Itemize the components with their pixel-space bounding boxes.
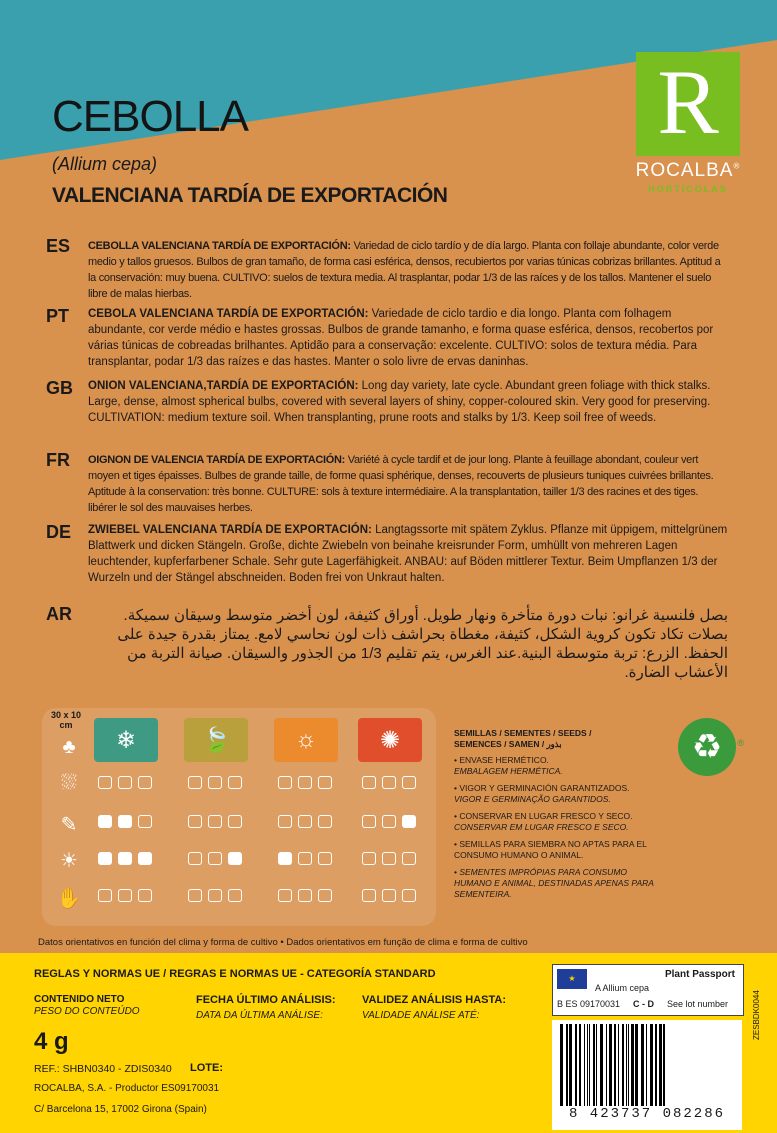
seeding-bed-row-month-9 bbox=[318, 776, 332, 789]
barcode-bars bbox=[558, 1024, 736, 1106]
green-dot-icon: ♻ ® bbox=[678, 718, 736, 776]
transplant-row-month-2 bbox=[118, 815, 132, 828]
harvest-row-month-12 bbox=[402, 889, 416, 902]
lang-ar: AR bbox=[46, 604, 72, 624]
barcode-bar bbox=[626, 1024, 627, 1106]
net-label: CONTENIDO NETO bbox=[34, 994, 125, 1005]
lote-label: LOTE: bbox=[190, 1062, 223, 1074]
bullet-5: • SEMENTES IMPRÓPIAS PARA CONSUMO HUMANO E ANIMAL, DESTINADAS APENAS PARA SEMENTEIRA. bbox=[454, 867, 654, 899]
direct-sowing-row-month-2 bbox=[118, 852, 132, 865]
harvest-row-month-11 bbox=[382, 889, 396, 902]
lang-pt: PT bbox=[46, 306, 70, 326]
transplant-row-month-6 bbox=[228, 815, 242, 828]
eu-flag-icon: ★ bbox=[557, 969, 587, 989]
barcode-bar bbox=[600, 1024, 603, 1106]
transplant-row-month-1 bbox=[98, 815, 112, 828]
last-analysis-label: FECHA ÚLTIMO ANÁLISIS: bbox=[196, 994, 336, 1006]
lang-de: DE bbox=[46, 522, 72, 542]
address-text: C/ Barcelona 15, 17002 Girona (Spain) bbox=[34, 1104, 207, 1115]
barcode-bar bbox=[641, 1024, 644, 1106]
pp-line-a: A Allium cepa bbox=[595, 983, 650, 993]
direct-sowing-row-month-5 bbox=[208, 852, 222, 865]
variety-name: VALENCIANA TARDÍA DE EXPORTACIÓN bbox=[52, 184, 448, 207]
net-value: 4 g bbox=[34, 1028, 69, 1055]
transplant-row-month-3 bbox=[138, 815, 152, 828]
plant-spacing-icon: ♣ bbox=[62, 736, 76, 758]
direct-sowing-row-month-11 bbox=[382, 852, 396, 865]
seeding-bed-row-month-6 bbox=[228, 776, 242, 789]
latin-name: (Allium cepa) bbox=[52, 154, 158, 174]
rocalba-logo bbox=[630, 44, 746, 194]
harvest-row-month-9 bbox=[318, 889, 332, 902]
barcode-bar bbox=[663, 1024, 665, 1106]
direct-sowing-row-month-12 bbox=[402, 852, 416, 865]
ref-code: REF.: SHBN0340 - ZDIS0340 bbox=[34, 1063, 172, 1075]
seeding-bed-row-month-3 bbox=[138, 776, 152, 789]
seeding-bed-row-month-5 bbox=[208, 776, 222, 789]
logo-name: ROCALBA® bbox=[635, 160, 741, 181]
spring-icon: 🍃 bbox=[184, 718, 248, 762]
transplant-row-month-12 bbox=[402, 815, 416, 828]
direct-sowing-row-month-8 bbox=[298, 852, 312, 865]
barcode-bar bbox=[589, 1024, 590, 1106]
barcode-bar bbox=[655, 1024, 657, 1106]
transplant-row-month-7 bbox=[278, 815, 292, 828]
vertical-code: ZESBDK0044 bbox=[752, 990, 761, 1040]
harvest-row-month-5 bbox=[208, 889, 222, 902]
bullet-1: • ENVASE HERMÉTICO. EMBALAGEM HERMÉTICA. bbox=[454, 755, 563, 776]
harvest-row-month-6 bbox=[228, 889, 242, 902]
transplant-row-month-9 bbox=[318, 815, 332, 828]
seeding-bed-row-month-2 bbox=[118, 776, 132, 789]
harvest-hand-icon: ✋ bbox=[56, 888, 82, 910]
barcode-bar bbox=[614, 1024, 616, 1106]
transplant-row-month-8 bbox=[298, 815, 312, 828]
harvest-row-month-7 bbox=[278, 889, 292, 902]
seeding-bed-row-month-8 bbox=[298, 776, 312, 789]
seeding-bed-row-month-7 bbox=[278, 776, 292, 789]
barcode-bar bbox=[646, 1024, 647, 1106]
transplant-icon: ✎ bbox=[60, 814, 78, 836]
transplant-row-month-5 bbox=[208, 815, 222, 828]
barcode-bar bbox=[606, 1024, 607, 1106]
barcode-bar bbox=[609, 1024, 612, 1106]
winter-icon: ❄ bbox=[94, 718, 158, 762]
desc-gb: ONION VALENCIANA,TARDÍA DE EXPORTACIÓN: Long day variety, late cycle. Abundant green foliage with thick stalks. Large, dense, almost spherical bulbs, covered with several layers of shiny, copper-coloured skin. Very good for preserving. CULTIVATION: medium texture soil. When transplanting, prune roots and stalks by 1/3. Keep soil free of weeds. bbox=[88, 380, 711, 424]
harvest-row-month-8 bbox=[298, 889, 312, 902]
net-label-pt: PESO DO CONTEÚDO bbox=[34, 1006, 140, 1017]
harvest-row-month-10 bbox=[362, 889, 376, 902]
bullet-2: • VIGOR Y GERMINACIÓN GARANTIZADOS. VIGOR E GERMINAÇÃO GARANTIDOS. bbox=[454, 783, 630, 804]
transplant-row-month-10 bbox=[362, 815, 376, 828]
barcode-bar bbox=[596, 1024, 597, 1106]
lang-es: ES bbox=[46, 236, 71, 256]
direct-sowing-row-month-10 bbox=[362, 852, 376, 865]
pp-line-cd: C - D bbox=[633, 999, 654, 1009]
seedbed-icon: ⛆ bbox=[61, 772, 77, 794]
barcode-bar bbox=[622, 1024, 624, 1106]
barcode-bar bbox=[579, 1024, 581, 1106]
barcode-bar bbox=[560, 1024, 563, 1106]
seeding-bed-row-month-4 bbox=[188, 776, 202, 789]
direct-sowing-row-month-9 bbox=[318, 852, 332, 865]
seed-bullets bbox=[454, 755, 654, 906]
direct-sowing-row-month-4 bbox=[188, 852, 202, 865]
rules-text: REGLAS Y NORMAS UE / REGRAS E NORMAS UE - CATEGORÍA STANDARD bbox=[34, 968, 436, 980]
barcode-bar bbox=[587, 1024, 588, 1106]
logo-letter: R bbox=[657, 51, 719, 153]
autumn-icon: ✺ bbox=[358, 718, 422, 762]
barcode-bar bbox=[659, 1024, 662, 1106]
pp-see-lot: See lot number bbox=[667, 999, 729, 1009]
pp-line-b: B ES 09170031 bbox=[557, 999, 621, 1009]
direct-sowing-row-month-1 bbox=[98, 852, 112, 865]
barcode-bar bbox=[584, 1024, 585, 1106]
barcode-bar bbox=[575, 1024, 577, 1106]
barcode bbox=[552, 1020, 742, 1130]
plant-passport bbox=[552, 964, 744, 1016]
bullet-3: • CONSERVAR EN LUGAR FRESCO Y SECO. CONSERVAR EM LUGAR FRESCO E SECO. bbox=[454, 811, 633, 832]
spacing-label: 30 x 10 cm bbox=[50, 710, 82, 730]
seeding-bed-row-month-10 bbox=[362, 776, 376, 789]
direct-sowing-row-month-7 bbox=[278, 852, 292, 865]
harvest-row-month-1 bbox=[98, 889, 112, 902]
barcode-bar bbox=[635, 1024, 638, 1106]
barcode-bar bbox=[593, 1024, 595, 1106]
seeding-bed-row-month-12 bbox=[402, 776, 416, 789]
barcode-bar bbox=[566, 1024, 568, 1106]
harvest-row-month-3 bbox=[138, 889, 152, 902]
logo-sub: HORTÍCOLAS bbox=[648, 184, 728, 194]
lang-gb: GB bbox=[46, 378, 73, 398]
validity-label: VALIDEZ ANÁLISIS HASTA: bbox=[362, 994, 507, 1006]
sun-watering-icon: ☀ bbox=[60, 850, 78, 872]
harvest-row-month-2 bbox=[118, 889, 132, 902]
transplant-row-month-4 bbox=[188, 815, 202, 828]
seeding-bed-row-month-1 bbox=[98, 776, 112, 789]
pp-title: Plant Passport bbox=[664, 969, 735, 980]
desc-es: CEBOLLA VALENCIANA TARDÍA DE EXPORTACIÓN: Variedad de ciclo tardío y de día largo. Planta con follaje abundante, color verde medio y tallos gruesos. Bulbos de gran tamaño, de forma casi esférica, densos, recubiertos por varias túnicas cobrizas brillantes. Aptitud a la conservación: muy buena. CULTIVO: suelos de textura media. Al trasplantar, podar 1/3 de las raíces y de los tallos. Mantener el suelo libre de malas hierbas. bbox=[88, 240, 721, 300]
barcode-bar bbox=[650, 1024, 653, 1106]
desc-ar: بصل فلنسية غرانو: نبات دورة متأخرة ونهار طويل. أوراق كثيفة، لون أخضر متوسط وسيقان سميكة. بصلات تكاد تكون كروية الشكل، كثيفة، مغطاة بحراشف ذات لون نحاسي لامع. يمتاز بقدرة جيدة على الحفظ. الزرع: تربة متوسطة البنية.عند الغرس، يتم تقليم 1/3 من الجذور والسيقان. صيانة التربة من الأعشاب الضارة. bbox=[117, 607, 728, 681]
direct-sowing-row-month-6 bbox=[228, 852, 242, 865]
lang-fr: FR bbox=[46, 450, 70, 470]
harvest-row-month-4 bbox=[188, 889, 202, 902]
desc-fr: OIGNON DE VALENCIA TARDÍA DE EXPORTACIÓN: Variété à cycle tardif et de jour long. Plante à feuillage abondant, couleur vert moyen et tiges épaisses. Bulbes de grande taille, de forme quasi sphérique, denses, recouverts de plusieurs tuniques cuivrées brillantes. Aptitude à la conservation: très bonne. CULTURE: sols à texture intermédiaire. A la transplantation, tailler 1/3 des racines et des tiges. libérer le sol des mauvaises herbes. bbox=[88, 454, 714, 514]
producer-text: ROCALBA, S.A. - Productor ES09170031 bbox=[34, 1083, 220, 1094]
seeding-bed-row-month-11 bbox=[382, 776, 396, 789]
validity-label-pt: VALIDADE ANÁLISE ATÉ: bbox=[362, 1010, 480, 1021]
barcode-bar bbox=[569, 1024, 572, 1106]
last-analysis-label-pt: DATA DA ÚLTIMA ANÁLISE: bbox=[196, 1010, 323, 1021]
barcode-bar bbox=[618, 1024, 619, 1106]
barcode-bar bbox=[631, 1024, 634, 1106]
transplant-row-month-11 bbox=[382, 815, 396, 828]
barcode-bar bbox=[628, 1024, 629, 1106]
summer-icon: ☼ bbox=[274, 718, 338, 762]
product-title: CEBOLLA bbox=[52, 92, 248, 141]
desc-pt: CEBOLA VALENCIANA TARDÍA DE EXPORTACIÓN: Variedade de ciclo tardio e dia longo. Planta com folhagem abundante, cor verde médio e hastes grossas. Bulbos de grande tamanho, e forma quase esférica, densos, recobertos por várias túnicas de cobreadas brilhantes. Aptidão para a conservação: excelente. CULTIVO: solos de textura média. Para transplantar, podar 1/3 das raízes e das hastes. Manter o solo livre de ervas daninhas. bbox=[88, 308, 714, 368]
seeds-header: SEMILLAS / SEMENTES / SEEDS / SEMENCES / SAMEN / بذور bbox=[454, 728, 592, 749]
barcode-number: 8 423737 082286 bbox=[568, 1106, 726, 1122]
disclaimer: Datos orientativos en función del clima y forma de cultivo • Dados orientativos em função de clima e forma de cultivo bbox=[38, 937, 528, 948]
direct-sowing-row-month-3 bbox=[138, 852, 152, 865]
bullet-4: • SEMILLAS PARA SIEMBRA NO APTAS PARA EL CONSUMO HUMANO O ANIMAL. bbox=[454, 839, 647, 860]
desc-de: ZWIEBEL VALENCIANA TARDÍA DE EXPORTACIÓN: Langtagssorte mit spätem Zyklus. Pflanze mit üppigem, mittelgrünem Blattwerk und dicken Stängeln. Große, dichte Zwiebeln von beinahe kreisrunder Form, umhüllt von mehreren Lagen leuchtender, kupferfarbener Schale. Sehr gute Lagerfähigkeit. ANBAU: auf Böden mittlerer Textur. Beim Umpflanzen 1/3 der Wurzeln und der Stängel abschneiden. Boden frei von Unkraut halten. bbox=[88, 524, 728, 584]
